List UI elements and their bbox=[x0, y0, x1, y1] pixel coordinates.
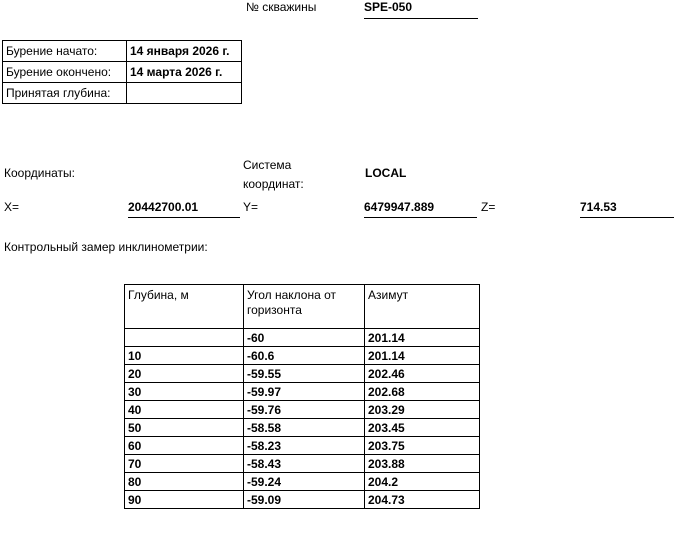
inclination-cell: -58.23 bbox=[244, 437, 365, 455]
z-value: 714.53 bbox=[580, 200, 674, 218]
header-inclination: Угол наклона от горизонта bbox=[244, 285, 365, 329]
drilling-start-value: 14 января 2026 г. bbox=[127, 41, 242, 62]
header-azimuth: Азимут bbox=[365, 285, 480, 329]
inclination-cell: -59.76 bbox=[244, 401, 365, 419]
inclination-cell: -58.58 bbox=[244, 419, 365, 437]
depth-cell: 80 bbox=[125, 473, 244, 491]
azimuth-cell: 204.2 bbox=[365, 473, 480, 491]
coord-system-value: LOCAL bbox=[365, 166, 407, 180]
drilling-start-label: Бурение начато: bbox=[3, 41, 127, 62]
drilling-end-value: 14 марта 2026 г. bbox=[127, 62, 242, 83]
inclinometry-header-row bbox=[125, 285, 480, 329]
depth-cell: 30 bbox=[125, 383, 244, 401]
azimuth-cell: 201.14 bbox=[365, 329, 480, 347]
table-row bbox=[125, 365, 480, 383]
coord-system-label-line2: координат: bbox=[243, 177, 304, 191]
azimuth-cell: 204.73 bbox=[365, 491, 480, 509]
table-row bbox=[125, 437, 480, 455]
inclination-cell: -59.24 bbox=[244, 473, 365, 491]
drilling-info-table bbox=[2, 40, 242, 104]
accepted-depth-value bbox=[127, 83, 242, 104]
depth-cell: 10 bbox=[125, 347, 244, 365]
azimuth-cell: 202.46 bbox=[365, 365, 480, 383]
coord-system-label-line1: Система bbox=[243, 158, 292, 172]
depth-cell bbox=[125, 329, 244, 347]
table-row bbox=[125, 383, 480, 401]
inclination-cell: -60.6 bbox=[244, 347, 365, 365]
well-number-label: № скважины bbox=[246, 0, 317, 14]
table-row bbox=[125, 347, 480, 365]
depth-cell: 90 bbox=[125, 491, 244, 509]
inclination-cell: -59.97 bbox=[244, 383, 365, 401]
drilling-start-row bbox=[3, 41, 242, 62]
depth-cell: 50 bbox=[125, 419, 244, 437]
accepted-depth-row bbox=[3, 83, 242, 104]
y-label: Y= bbox=[243, 200, 259, 214]
well-number-value: SPE-050 bbox=[364, 0, 478, 19]
azimuth-cell: 202.68 bbox=[365, 383, 480, 401]
x-value: 20442700.01 bbox=[128, 200, 240, 218]
inclination-cell: -60 bbox=[244, 329, 365, 347]
azimuth-cell: 203.75 bbox=[365, 437, 480, 455]
azimuth-cell: 203.45 bbox=[365, 419, 480, 437]
drilling-end-row bbox=[3, 62, 242, 83]
table-row bbox=[125, 455, 480, 473]
depth-cell: 20 bbox=[125, 365, 244, 383]
accepted-depth-label: Принятая глубина: bbox=[3, 83, 127, 104]
y-value: 6479947.889 bbox=[364, 200, 477, 218]
header-depth: Глубина, м bbox=[125, 285, 244, 329]
azimuth-cell: 203.88 bbox=[365, 455, 480, 473]
azimuth-cell: 201.14 bbox=[365, 347, 480, 365]
table-row bbox=[125, 329, 480, 347]
depth-cell: 70 bbox=[125, 455, 244, 473]
drilling-end-label: Бурение окончено: bbox=[3, 62, 127, 83]
table-row bbox=[125, 473, 480, 491]
depth-cell: 60 bbox=[125, 437, 244, 455]
inclination-cell: -59.55 bbox=[244, 365, 365, 383]
table-row bbox=[125, 419, 480, 437]
x-label: X= bbox=[4, 200, 20, 214]
depth-cell: 40 bbox=[125, 401, 244, 419]
inclinometry-title: Контрольный замер инклинометрии: bbox=[4, 240, 208, 254]
inclination-cell: -58.43 bbox=[244, 455, 365, 473]
table-row bbox=[125, 491, 480, 509]
inclination-cell: -59.09 bbox=[244, 491, 365, 509]
inclinometry-table bbox=[124, 284, 480, 509]
inclinometry-body bbox=[125, 329, 480, 509]
table-row bbox=[125, 401, 480, 419]
coordinates-label: Координаты: bbox=[4, 166, 75, 180]
azimuth-cell: 203.29 bbox=[365, 401, 480, 419]
coord-system-label bbox=[243, 156, 304, 194]
z-label: Z= bbox=[481, 200, 496, 214]
